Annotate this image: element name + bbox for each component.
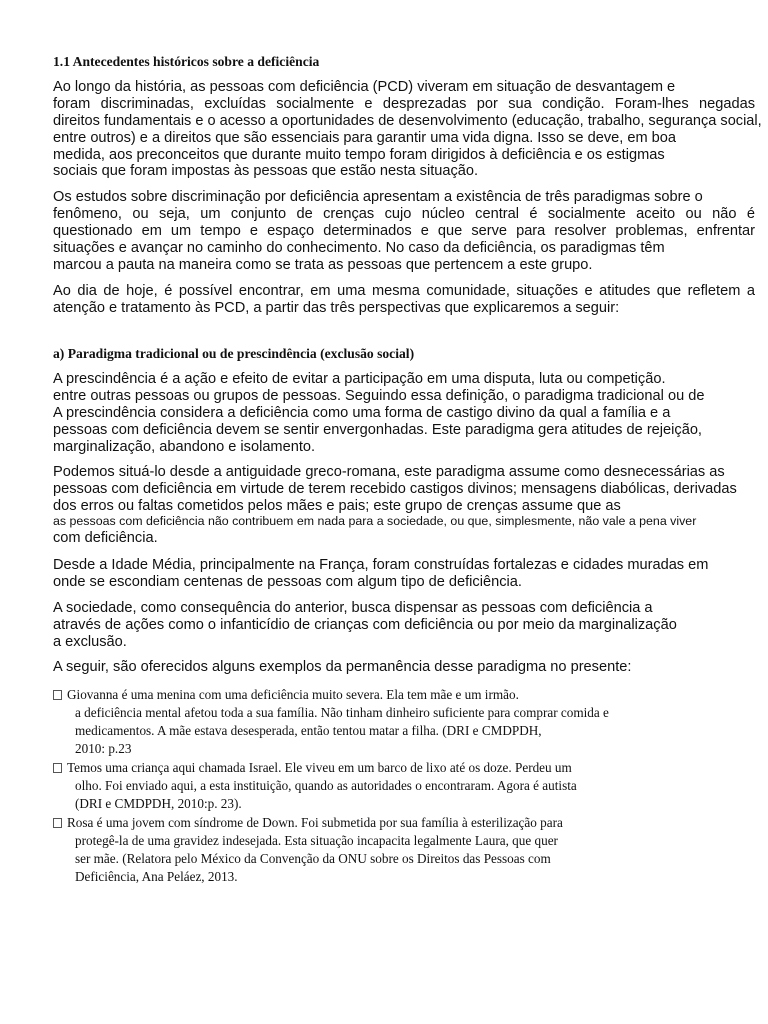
example-line: Rosa é uma jovem com síndrome de Down. Foi submetida por sua família à esterilização para [67, 815, 563, 830]
example-line: 2010: p.23 [75, 741, 132, 756]
paragraph-line: Ao dia de hoje, é possível encontrar, em uma mesma comunidade, situações e atitudes que refletem a [53, 283, 755, 299]
paragraph-line: questionado em um tempo e espaço determinados e que serve para resolver problemas, enfrentar [53, 223, 755, 239]
example-item [53, 759, 572, 777]
example-line: protegê-la de uma gravidez indesejada. Esta situação incapacita legalmente Laura, que quer [75, 833, 558, 848]
paragraph-line: pessoas com deficiência em virtude de terem recebido castigos divinos; mensagens diabólicas, derivadas [53, 481, 737, 497]
example-line: medicamentos. A mãe estava desesperada, então tentou matar a filha. (DRI e CMDPDH, [75, 723, 542, 738]
section-heading: 1.1 Antecedentes históricos sobre a deficiência [53, 54, 320, 69]
paragraph-line: situações e avançar no caminho do conhecimento. No caso da deficiência, os paradigmas têm [53, 240, 665, 256]
paragraph-line: através de ações como o infanticídio de crianças com deficiência ou por meio da marginalização [53, 617, 677, 633]
paragraph-line: atenção e tratamento às PCD, a partir das três perspectivas que explicaremos a seguir: [53, 300, 620, 316]
example-line: a deficiência mental afetou toda a sua família. Não tinham dinheiro suficiente para comprar comida e [75, 705, 609, 720]
paragraph-line: pessoas com deficiência devem se sentir envergonhadas. Este paradigma gera atitudes de rejeição, [53, 422, 702, 438]
paragraph-line: sociais que foram impostas às pessoas que estão nesta situação. [53, 163, 479, 179]
paragraph-line: A prescindência é a ação e efeito de evitar a participação em uma disputa, luta ou competição. [53, 371, 666, 387]
paragraph-line: marcou a pauta na maneira como se trata as pessoas que pertencem a este grupo. [53, 257, 593, 273]
example-line: ser mãe. (Relatora pelo México da Convenção da ONU sobre os Direitos das Pessoas com [75, 851, 551, 866]
subsection-heading: a) Paradigma tradicional ou de prescindência (exclusão social) [53, 346, 415, 361]
example-line: (DRI e CMDPDH, 2010:p. 23). [75, 796, 242, 811]
paragraph-line: A seguir, são oferecidos alguns exemplos da permanência desse paradigma no presente: [53, 659, 632, 675]
example-line: Giovanna é uma menina com uma deficiência muito severa. Ela tem mãe e um irmão. [67, 687, 519, 702]
bullet-icon [53, 690, 62, 700]
paragraph-line: Ao longo da história, as pessoas com deficiência (PCD) viveram em situação de desvantagem e [53, 79, 676, 95]
paragraph-line: direitos fundamentais e o acesso a oportunidades de desenvolvimento (educação, trabalho, segurança social, [53, 113, 762, 129]
paragraph-line: A prescindência considera a deficiência como uma forma de castigo divino da qual a família e a [53, 405, 671, 421]
paragraph-line: fenômeno, ou seja, um conjunto de crenças cujo núcleo central é socialmente aceito ou não é [53, 206, 755, 222]
paragraph-line: foram discriminadas, excluídas socialmente e desprezadas por sua condição. Foram-lhes negadas [53, 96, 755, 112]
paragraph-line: marginalização, abandono e isolamento. [53, 439, 316, 455]
paragraph-line: A sociedade, como consequência do anterior, busca dispensar as pessoas com deficiência a [53, 600, 653, 616]
bullet-icon [53, 763, 62, 773]
paragraph-line: Podemos situá-lo desde a antiguidade greco-romana, este paradigma assume como desnecessárias as [53, 464, 725, 480]
paragraph-line: medida, aos preconceitos que durante muito tempo foram dirigidos à deficiência e os estigmas [53, 147, 665, 163]
paragraph-line: onde se escondiam centenas de pessoas com algum tipo de deficiência. [53, 574, 522, 590]
paragraph-line: as pessoas com deficiência não contribuem em nada para a sociedade, ou que, simplesmente, não vale a pena viver [53, 514, 697, 528]
paragraph-line: a exclusão. [53, 634, 127, 650]
paragraph-line: com deficiência. [53, 530, 158, 546]
paragraph-line: dos erros ou faltas cometidos pelos mães e pais; este grupo de crenças assume que as [53, 498, 621, 514]
example-line: olho. Foi enviado aqui, a esta instituição, quando as autoridades o encontraram. Agora é autista [75, 778, 577, 793]
bullet-icon [53, 818, 62, 828]
paragraph-line: Desde a Idade Média, principalmente na França, foram construídas fortalezas e cidades muradas em [53, 557, 709, 573]
paragraph-line: entre outros) e a direitos que são essenciais para garantir uma vida digna. Isso se deve, em boa [53, 130, 677, 146]
example-line: Temos uma criança aqui chamada Israel. Ele viveu em um barco de lixo até os doze. Perdeu um [67, 760, 572, 775]
paragraph-line: entre outras pessoas ou grupos de pessoas. Seguindo essa definição, o paradigma tradicional ou de [53, 388, 705, 404]
example-item [53, 686, 519, 704]
paragraph-line: Os estudos sobre discriminação por deficiência apresentam a existência de três paradigmas sobre o [53, 189, 703, 205]
example-item [53, 814, 563, 832]
example-line: Deficiência, Ana Peláez, 2013. [75, 869, 238, 884]
